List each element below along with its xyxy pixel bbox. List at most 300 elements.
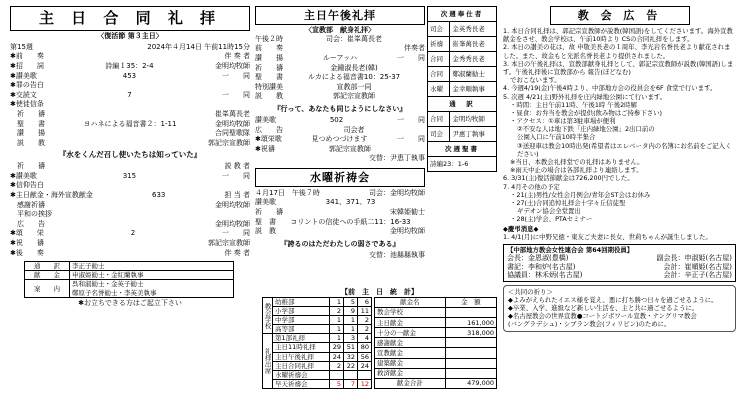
notice-item: ・時間：主日午前11時、午後1時 午後2時解 <box>510 100 637 109</box>
attendance-row <box>263 334 372 343</box>
afternoon-leader: 一 同 <box>397 135 425 144</box>
duty-title: 次週奉仕者 <box>428 7 497 22</box>
duty-role: 水曜 <box>428 82 450 97</box>
misc-list <box>503 233 736 241</box>
offering-amount <box>445 348 496 358</box>
duty-roster <box>427 6 497 172</box>
attendance-count: 9 <box>344 306 358 315</box>
attendance-count: 2 <box>358 325 372 334</box>
attendance-row <box>263 343 372 352</box>
attendance-count <box>344 370 358 379</box>
afternoon-item: 聖 書 <box>255 73 283 82</box>
notice-item: ・昼食：お弁当を教会が提供(飲み物はご持参下さい) <box>510 108 662 117</box>
order-leader: 一 同 <box>222 171 250 180</box>
order-line <box>10 229 250 239</box>
duty-role: 合同 <box>428 67 450 82</box>
duty-row <box>428 127 497 142</box>
order-line <box>10 100 250 110</box>
attendance-name: 早天祈禱会 <box>273 379 330 388</box>
prayer-meeting-title: 水曜祈祷会 <box>255 168 425 187</box>
staff-table <box>24 261 234 298</box>
offering-name: 救済献金 <box>375 368 446 378</box>
attendance-count: 24 <box>330 352 344 361</box>
afternoon-item: 祈 禱 <box>255 63 283 72</box>
order-of-worship <box>10 52 250 148</box>
attendance-count <box>330 370 344 379</box>
duty-name: 尹惠丁執事 <box>450 127 497 142</box>
offering-name: 建築献金 <box>375 358 446 368</box>
attendance-name: 中学部 <box>273 316 330 325</box>
attendance-row <box>263 325 372 334</box>
afternoon-service <box>255 6 425 260</box>
attendance-row <box>263 361 372 370</box>
attendance-count: 12 <box>358 379 372 388</box>
attendance-group: 礼拝出席 <box>263 334 273 389</box>
duty-row <box>428 37 497 52</box>
notice-item: ・28(主)学会、PTAセミナー <box>510 215 593 224</box>
order-detail: 7 <box>127 90 132 99</box>
offering-amount <box>445 307 496 317</box>
afternoon-line <box>255 145 425 155</box>
next-reading: 詩編23：1-6 <box>428 157 497 172</box>
attendance-row <box>263 379 372 388</box>
order-item: ✱招 詞 <box>10 61 44 70</box>
attendance-name: 主日11時礼拝 <box>273 343 330 352</box>
notice-item: ギデオン協会全堂置出 <box>517 207 581 216</box>
afternoon-detail: 司会：崔峯萬長老 <box>326 34 382 43</box>
staff-role: 通 訳 <box>25 262 70 271</box>
notice-title: 教 会 広 告 <box>550 6 690 25</box>
duty-name: 金英秀長老 <box>450 22 497 37</box>
attendance-count: 4 <box>358 334 372 343</box>
common-prayer <box>503 285 736 332</box>
order-detail: 633 <box>152 191 166 200</box>
attendance-count: 3 <box>344 334 358 343</box>
offering-name: 教会学校 <box>375 307 446 317</box>
order-line <box>10 181 250 191</box>
notice-item: 5. 次週 4/21(主)野外礼拝を庄内緑地公園にて行います。 <box>503 92 667 101</box>
order-item: ✱祝 禱 <box>10 239 44 248</box>
order-leader: 一 同 <box>222 229 250 238</box>
afternoon-item: 特別讃美 <box>255 82 283 91</box>
attendance-name: 高等部 <box>273 325 330 334</box>
order-line <box>10 62 250 72</box>
offering-head: 献金名 <box>375 297 446 307</box>
afternoon-line <box>255 92 425 102</box>
order-of-worship-2 <box>10 162 250 258</box>
afternoon-detail: 502 <box>329 115 344 124</box>
district-right: 会計：崔順姫(名古屋) <box>663 262 732 271</box>
order-leader: 郭記宗宣教師 <box>208 239 250 248</box>
reading-head-row <box>428 142 497 157</box>
order-line <box>10 172 250 182</box>
order-line <box>10 249 250 259</box>
afternoon-detail: 宣教部一同 <box>336 82 372 91</box>
order-item: ✱交読文 <box>10 90 37 99</box>
prayer-box-head: ＜共同の祈り＞ <box>508 287 553 296</box>
offering-head-row <box>375 297 497 307</box>
offering-row <box>375 368 497 378</box>
order-line <box>10 120 250 130</box>
notice-item: ※当日、本教会礼拝堂での礼拝はありません。 <box>510 158 644 166</box>
afternoon-line <box>255 83 425 93</box>
duty-row <box>428 22 497 37</box>
order-leader: 伴 奏 者 <box>224 248 250 257</box>
staff-row <box>25 262 234 271</box>
duty-row <box>428 67 497 82</box>
attendance-name: 主日合同礼拝 <box>273 361 330 370</box>
attendance-count: 32 <box>344 352 358 361</box>
attendance-row <box>263 316 372 325</box>
order-leader: 担 当 者 <box>224 191 250 200</box>
offering-row <box>375 318 497 328</box>
order-item: ✱讃美歌 <box>10 71 37 80</box>
staff-name: 李正子勧士 <box>70 262 234 271</box>
order-leader: 説 教 者 <box>224 162 250 171</box>
attendance-name: 第1部礼拝 <box>273 334 330 343</box>
duty-name: 崔峯萬長老 <box>450 37 497 52</box>
prayer-leader: 金明均牧師 <box>390 227 425 236</box>
offering-row <box>375 358 497 368</box>
duty-role: 司会 <box>428 127 450 142</box>
attendance-count: 24 <box>358 361 372 370</box>
order-item: ✱讃美歌 <box>10 171 37 180</box>
misc-item: 1. 4/1(月)に中野兄徳・東友ご夫妻に長女、世莉ちゃんが誕生しました。 <box>503 232 712 241</box>
offering-name: 十分の一献金 <box>375 328 446 338</box>
order-leader: 合同聖歌隊 <box>215 129 250 138</box>
notice-item: ※雨天中止の場合は各部礼拝より連絡します。 <box>510 166 643 175</box>
order-detail: 453 <box>122 71 137 80</box>
district-right: 副会長：申淑姫(名古屋) <box>656 254 732 263</box>
afternoon-leader: 一 同 <box>397 53 425 62</box>
staff-name: 申淑姫勧士・金紅蘭執事 <box>70 271 234 280</box>
duty-row <box>428 52 497 67</box>
notice-item: 2. 本日の讃美の花は、故 申敬美長老の１周年、李光岩名誉長老より献花されました。また、故金もと光派名誉長老より提供されました。 <box>503 43 731 60</box>
order-line <box>10 110 250 120</box>
duty-name: 鄭淑蘭勧士 <box>450 67 497 82</box>
attendance-name: 幼稚部 <box>273 297 330 306</box>
order-detail: 315 <box>122 171 137 180</box>
prayer-line: ◆卒業、入学、進級など新しい生活を、主と共に過ごせるように。 <box>508 303 699 312</box>
afternoon-leader: 伴奏者 <box>404 44 425 53</box>
district-left: 書記：李和炉(名古屋) <box>507 262 576 271</box>
offering-row <box>375 338 497 348</box>
main-title: 主 日 合 同 礼 拝 <box>10 6 250 31</box>
order-item: 聖 書 <box>10 119 45 128</box>
order-line <box>10 52 250 62</box>
prayer-detail: コリントの信徒への手紙二11：16-33 <box>290 217 411 226</box>
notice-item: 7. 4月その他の予定 <box>503 182 560 191</box>
offering-head: 金 額 <box>445 297 496 307</box>
offering-name: 感謝献金 <box>375 338 446 348</box>
prayer-sermon-title: 『誇るのはただわたしの弱さである』 <box>280 238 400 248</box>
afternoon-title: 主日午後礼拝 <box>255 6 425 25</box>
staff-role: 案 内 <box>25 280 70 297</box>
order-item: ✱後 奏 <box>10 248 44 257</box>
offering-row <box>375 328 497 338</box>
notice-item: でおこないます。 <box>510 76 561 85</box>
offering-amount <box>445 368 496 378</box>
reading-row <box>428 157 497 172</box>
prayer-item: 祈 禱 <box>255 208 283 217</box>
notice-item: 公園入口に午前10時半集合 <box>517 133 596 142</box>
afternoon-line <box>255 73 425 83</box>
district-officers <box>503 244 736 282</box>
afternoon-line <box>255 116 425 126</box>
afternoon-item: 讃 揚 <box>255 53 283 62</box>
duty-role: 祈禱 <box>428 37 450 52</box>
notice-item: 3. 本日の午後礼拝は、宣教部献身礼拝として、郭記宗宣教師が説教(韓国語)します。午後礼拝後に宣教部から 報告(ぼどなむ) <box>503 59 734 76</box>
order-line <box>10 239 250 249</box>
attendance-count: 29 <box>330 343 344 352</box>
attendance-count: 51 <box>344 343 358 352</box>
afternoon-item: 讃美歌 <box>255 115 276 124</box>
attendance-count: 22 <box>344 361 358 370</box>
order-item: 広 告 <box>10 219 45 228</box>
district-left: 会長：金恩淑(豊橋) <box>507 254 569 263</box>
order-line <box>10 210 250 220</box>
afternoon-item: ✱祝禱 <box>255 144 275 153</box>
attendance-name: 小学部 <box>273 306 330 315</box>
order-item: 讃 揚 <box>10 129 45 138</box>
order-line <box>10 139 250 149</box>
notice-item: ・アクセス：①車は第3駐車場が便利 <box>510 117 616 126</box>
prayer-item: 説 教 <box>255 227 276 236</box>
prayer-detail: 341、371、73 <box>325 198 376 207</box>
afternoon-subtitle: 〈宣教部 献身礼拝〉 <box>305 26 375 34</box>
duty-name: 金幸順執事 <box>450 82 497 97</box>
attendance-count: 1 <box>344 325 358 334</box>
order-line <box>10 220 250 230</box>
afternoon-detail: 見つめつづけます <box>311 135 368 144</box>
notice-item: ・27(土)合同追悼礼拝会十字々丘信徒聖 <box>510 198 626 207</box>
order-leader: 一 同 <box>222 90 250 99</box>
week-number: 第15週 <box>10 42 33 51</box>
order-line <box>10 91 250 101</box>
order-item: 祈 禱 <box>10 109 45 118</box>
duty-role: 合同 <box>428 52 450 67</box>
afternoon-order <box>255 35 425 102</box>
afternoon-item: 午後２時 <box>255 34 283 43</box>
afternoon-detail: 郭記宗宣教師 <box>328 144 371 153</box>
attendance-count: 1 <box>330 325 344 334</box>
notice-item: 4. 今週4/19(金)午後4時より、中部地方会の役員会を6F 食堂で行います。 <box>503 84 717 93</box>
order-leader: 金明均牧師 <box>215 119 250 128</box>
offering-name: 宣教献金 <box>375 348 446 358</box>
prayer-item: 讃美歌 <box>255 198 276 207</box>
afternoon-detail: ルカによる福音書10：25-37 <box>307 73 401 82</box>
afternoon-line <box>255 126 425 136</box>
offering-row <box>375 307 497 317</box>
offering-table <box>374 297 497 389</box>
order-leader: 崔峯萬長老 <box>215 109 250 118</box>
district-row <box>507 254 732 263</box>
notice-item: 6. 3/31(主)復活節献金は726,200円でした。 <box>503 174 634 183</box>
offering-name: 主日献金 <box>375 318 446 328</box>
attendance-count: 80 <box>358 343 372 352</box>
district-rows <box>507 254 732 280</box>
afternoon-line <box>255 44 425 54</box>
order-detail: 2 <box>130 229 136 238</box>
reading-head: 次週聖書 <box>428 142 497 157</box>
order-leader: 伴 奏 者 <box>224 52 250 61</box>
prayer-line: (バングラデシュ)・シブラン教会(フィリピン)のために。 <box>508 320 671 329</box>
offering-amount: 161,000 <box>445 318 496 328</box>
order-item: ✱前 奏 <box>10 52 44 61</box>
main-subtitle: 〈復活節 第３主日〉 <box>97 32 163 40</box>
prayer-box-lines <box>508 296 731 329</box>
prayer-item: 聖 書 <box>255 217 276 226</box>
afternoon-detail: 郭記宗宣教師 <box>333 92 375 101</box>
order-detail: 詩編１35：2-4 <box>105 61 154 70</box>
staff-role: 献 金 <box>25 271 70 280</box>
attendance-count: 56 <box>358 352 372 361</box>
attendance-name: 主日午後礼拝 <box>273 352 330 361</box>
duty-role: 司会 <box>428 22 450 37</box>
announcements <box>503 6 736 332</box>
duty-name: 金秀秀長老 <box>450 52 497 67</box>
order-item: ✱罪の告白 <box>10 81 44 90</box>
staff-row <box>25 280 234 297</box>
prayer-host: 司会：金明均牧師 <box>369 188 425 197</box>
prayer-leader: 宋韓姫勧士 <box>390 208 425 217</box>
attendance-count: 5 <box>344 297 358 306</box>
order-item: ✱信仰告白 <box>10 181 44 190</box>
attendance-table <box>262 297 372 389</box>
attendance-count: 5 <box>330 379 344 388</box>
order-line <box>10 81 250 91</box>
afternoon-detail: ルーアッハ <box>322 53 358 62</box>
order-item: 説 教 <box>10 138 45 147</box>
welcome-head: 通 訳 <box>428 97 497 112</box>
order-leader: 金明均牧師 <box>215 200 250 209</box>
notice-item: ・21(主)男性/女性会月例会/青年会ST会はお休み <box>510 190 651 199</box>
afternoon-leader: 交替：尹恵丁執事 <box>369 154 425 163</box>
main-header <box>10 43 250 53</box>
prayer-order <box>255 198 425 236</box>
attendance-count: 2 <box>358 316 372 325</box>
prayer-line: ◆名古屋教会の世界宣教●コートジボワール宣教・ナングリマ教会 <box>508 312 697 321</box>
main-sermon-title: 『水をくんだ召し使いたちは知っていた』 <box>58 150 202 160</box>
afternoon-line <box>255 154 425 164</box>
prayer-header <box>255 189 425 199</box>
offering-total-label: 献金合計 <box>375 378 446 388</box>
afternoon-item: 広 告 <box>255 125 283 134</box>
statistics <box>262 287 497 389</box>
order-item: 感謝祈禱 <box>10 200 45 209</box>
prayer-datetime: ４月17日 午後７時 <box>255 188 320 197</box>
offering-amount: 318,000 <box>445 328 496 338</box>
offering-amount <box>445 338 496 348</box>
order-item: 平和の挨拶 <box>10 210 52 219</box>
attendance-count: 1 <box>344 316 358 325</box>
district-row <box>507 263 732 272</box>
afternoon-detail: 司会者 <box>343 125 365 134</box>
order-leader: 金明均牧師 <box>215 219 250 228</box>
order-line <box>10 72 250 82</box>
staff-row <box>25 271 234 280</box>
order-item: ✱主日献金・海外宣教献金 <box>10 191 93 200</box>
misc-head: ◆慶弔消息◆ <box>503 224 539 233</box>
afternoon-leader: 一 同 <box>397 115 425 124</box>
duty-role: 合同 <box>428 112 450 127</box>
district-left: 協議員：林禾炳(名古屋) <box>507 271 583 280</box>
attendance-count: 7 <box>344 379 358 388</box>
order-leader: 一 同 <box>222 71 250 80</box>
afternoon-line <box>255 54 425 64</box>
staff-name: 呉和淑勧士・金英子勧士 鄭原子名誉勧士・李英美執事 <box>70 280 234 297</box>
offering-row <box>375 348 497 358</box>
order-line <box>10 201 250 211</box>
attendance-count: 2 <box>330 361 344 370</box>
afternoon-item: ✱頌栄歌 <box>255 135 282 144</box>
duty-title-row <box>428 7 497 22</box>
order-item: ✱使徒信条 <box>10 100 44 109</box>
prayer-line <box>255 198 425 208</box>
prayer-line <box>255 218 425 228</box>
attendance-row <box>263 306 372 315</box>
prayer-substitute: 交替：池縣縣執事 <box>369 250 425 259</box>
attendance-row <box>263 370 372 379</box>
attendance-count: 2 <box>330 306 344 315</box>
prayer-line: ◆よみがえられたイエス様を覚え、悪に打ち勝つ日々を過ごせるように。 <box>508 295 718 304</box>
attendance-count: 1 <box>330 297 344 306</box>
notice-item: ②不安な人は地下鉄「庄内緑地公園」2出口前の <box>517 125 655 134</box>
offering-total-row <box>375 378 497 388</box>
district-head: 【中部地方教会女性連合会 第64回期役員】 <box>507 245 634 254</box>
standing-footnote: ✱お立ちできる方はご起立下さい <box>78 298 182 307</box>
notice-item: ③送迎車は教会10時出発(希望者はエレベータ内の名簿にお名前をご記入ください) <box>517 141 732 158</box>
order-leader: 金明均牧師 <box>215 61 250 70</box>
notice-list <box>503 27 736 224</box>
afternoon-item: 説 教 <box>255 92 283 101</box>
afternoon-sermon-title: 『行って、あなたも同じようにしなさい』 <box>273 103 407 113</box>
offering-total: 479,000 <box>445 378 496 388</box>
attendance-count: 1 <box>330 334 344 343</box>
afternoon-detail: 金鍾淑長老(韓) <box>330 63 378 72</box>
attendance-group: 教会学校 <box>263 297 273 334</box>
attendance-count: 11 <box>358 306 372 315</box>
duty-table <box>427 6 497 172</box>
afternoon-line <box>255 35 425 45</box>
stats-title: 【前 主 日 統 計】 <box>341 288 418 296</box>
attendance-count <box>358 370 372 379</box>
notice-item: 1. 本日合同礼拝は、郭記宗宣教師が説教(韓国語)をしてくださいます。海外宣教献金をさせ、教会学校は、午前10時より CSの合同礼拝をします。 <box>503 27 733 44</box>
order-leader: 郭記宗宣教師 <box>208 138 250 147</box>
order-detail: ヨハネによる福音書２：1-11 <box>83 119 177 128</box>
duty-name: 金明均牧師 <box>450 112 497 127</box>
afternoon-line <box>255 64 425 74</box>
attendance-row <box>263 352 372 361</box>
attendance-row <box>263 297 372 306</box>
prayer-line <box>255 208 425 218</box>
order-item: ✱頌 栄 <box>10 229 44 238</box>
district-right: 会計：辛正子(名古屋) <box>663 271 732 280</box>
afternoon-order-2 <box>255 116 425 164</box>
main-service <box>10 6 250 307</box>
duty-row <box>428 112 497 127</box>
order-line <box>10 191 250 201</box>
service-datetime: 2024年４月14日 午前11時15分 <box>147 42 250 51</box>
welcome-head-row <box>428 97 497 112</box>
attendance-name: 水曜祈禱会 <box>273 370 330 379</box>
afternoon-line <box>255 135 425 145</box>
attendance-count: 6 <box>358 297 372 306</box>
order-line <box>10 162 250 172</box>
duty-row <box>428 82 497 97</box>
attendance-count: 1 <box>330 316 344 325</box>
district-row <box>507 271 732 280</box>
